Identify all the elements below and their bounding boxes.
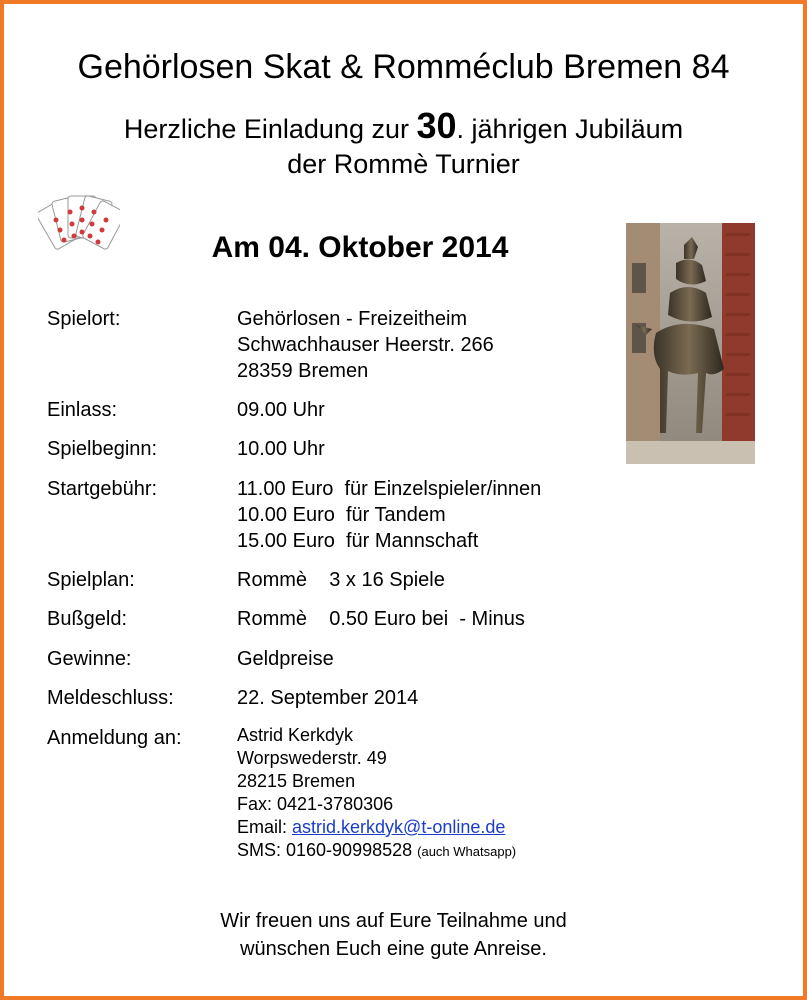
invitation-text-before: Herzliche Einladung zur [123,114,417,144]
bremen-town-musicians-photo [626,223,755,464]
spielplan-value: Rommè 3 x 16 Spiele [237,569,445,591]
closing-line-1: Wir freuen uns auf Eure Teilnahme und [220,910,567,932]
invitation-line-1 [0,105,807,147]
spielort-line: 28359 Bremen [237,360,369,382]
fee-line: 15.00 Euro für Mannschaft [237,530,479,552]
spielort-line: Schwachhauser Heerstr. 266 [237,334,494,356]
anniversary-number: 30 [416,105,457,146]
gewinne-label: Gewinne: [47,648,132,670]
gewinne-value: Geldpreise [237,648,334,670]
spielbeginn-label: Spielbeginn: [47,438,158,460]
startgebuehr-label: Startgebühr: [47,478,158,500]
bussgeld-label: Bußgeld: [47,608,128,630]
club-title: Gehörlosen Skat & Romméclub Bremen 84 [77,48,730,86]
email-link[interactable]: astrid.kerkdyk@t-online.de [292,817,506,837]
einlass-label: Einlass: [47,399,118,421]
contact-city: 28215 Bremen [237,771,356,791]
contact-name: Astrid Kerkdyk [237,725,354,745]
invitation-text-after: . jährigen Jubiläum [456,114,684,144]
spielbeginn-value: 10.00 Uhr [237,438,325,460]
contact-fax: Fax: 0421-3780306 [237,794,394,814]
einlass-value: 09.00 Uhr [237,399,325,421]
spielplan-label: Spielplan: [47,569,135,591]
contact-sms-line [237,839,516,863]
contact-email-line [237,816,516,839]
closing-message [0,907,787,963]
fee-line: 11.00 Euro für Einzelspieler/innen [237,478,542,500]
spielort-label: Spielort: [47,308,121,330]
spielort-line: Gehörlosen - Freizeitheim [237,308,468,330]
startgebuehr-value [237,476,541,554]
contact-street: Worpswederstr. 49 [237,748,387,768]
email-label: Email: [237,817,293,837]
meldeschluss-label: Meldeschluss: [47,687,174,709]
contact-block [237,724,516,863]
bussgeld-value: Rommè 0.50 Euro bei - Minus [237,608,525,630]
fee-line: 10.00 Euro für Tandem [237,504,446,526]
meldeschluss-value: 22. September 2014 [237,687,419,709]
event-date: Am 04. Oktober 2014 [211,231,509,264]
closing-line-2: wünschen Euch eine gute Anreise. [240,938,547,960]
anmeldung-label: Anmeldung an: [47,727,182,749]
sms-note: (auch Whatsapp) [417,844,517,859]
invitation-line-2: der Rommè Turnier [287,149,520,179]
sms-number: SMS: 0160-90998528 [237,840,418,860]
spielort-value [237,306,494,384]
